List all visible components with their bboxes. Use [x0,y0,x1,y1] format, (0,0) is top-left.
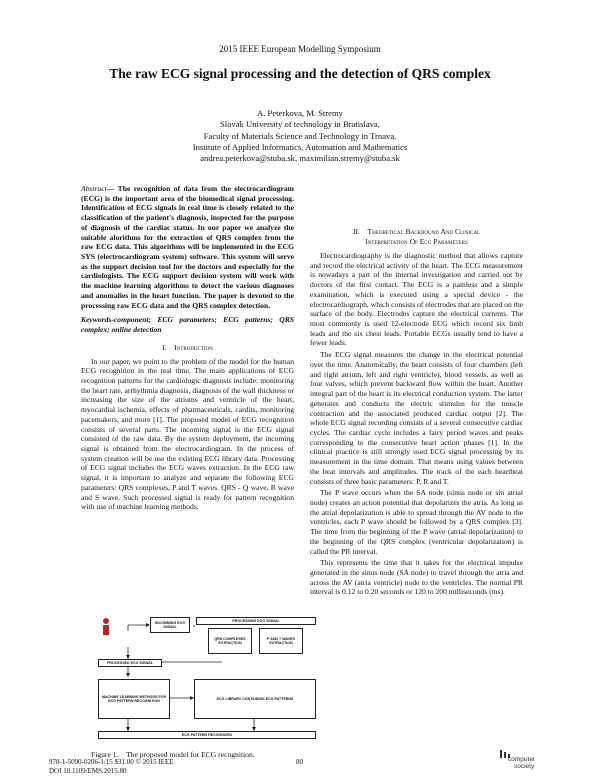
footer-isbn: 978-1-5090-0206-1/15 $31.00 © 2015 IEEE [49,758,174,766]
page-number: 80 [296,758,303,766]
box-pattern-recognized: ECG PATTERN RECOGNIZED [98,731,316,739]
logo-text-computer: computer [508,756,536,763]
section-heading-introduction: I. Introduction [162,342,213,352]
keywords-label: Keywords-component; [81,315,152,325]
author-affiliation-faculty: Faculty of Materials Science and Technology in Trnava, [203,130,397,141]
box-processed-signal: PROCESSED ECG SIGNAL [98,659,162,667]
computer-society-logo [498,748,558,774]
abstract-dash: — [106,184,118,193]
conference-header: 2015 IEEE European Modelling Symposium [219,44,381,54]
section-heading-theory-line1: II. Theoretical Backround And Clinical [352,227,480,236]
abstract-text: The recognition of data from the electrocardiogram (ECG) is the important area of the biomedical signal processing. Identification of ECG signals in real time is closely related to the classification of the patient's diagnosis, inspected for the purpose of diagnosis of the cardiac status. In our paper we analyze the suitable alorithms for the extraction of QRS complex from the raw ECG data. This algorithms will be implemented in the ECG SYS (electrocardiogram system) software. This system will serve as the support decision tool for the doctors and especially for the cardiologists. The ECG support decision system will work with the machine learning algorithms to detect the various diagnoses and anomalies in the heart function. The paper is devoted to the processing raw ECG data and the QRS complex detection. [81,184,295,310]
section-heading-theory [310,227,523,247]
abstract-label: Abstract [81,184,107,193]
keywords [81,315,294,334]
theory-paragraph-2: The ECG signal measures the change in the electrical potential over the time. Anatomically, the heart consists of four chambers (left and right atrium, left and right ventricle), blood vessels, as well as four valves, which prevent backward flow within the heart. Another integral part of the heart is its electrical conduction system. The latter generates and conducts the electric stimulus for the muscle contraction and the associated produced cardiac output [2]. The whole ECG signal recording consists of a several consecutive cardiac cycles. The cardiac cycle includes a fairy period waves and peaks corresponding to the consecutive heart action phases [1]. In the clinical practice is still strongly used ECG signal processing by its measurement in the time domain. That means using values between the beat intervals and amplitudes. The track of the each heartbeat consists of three basic parameters: P, R and T. [310,350,523,486]
footer-left [49,758,174,776]
left-column [81,184,294,512]
author-affiliation-institute: Institute of Applied Informatics, Automation and Mathematics [192,141,408,152]
theory-paragraph-4: This represents the time that it takes for the electrical impulse generated in the sinus node (SA node) to travel through the atria and across the AV (atria ventricle) node to the ventricles. The normal PR interval is 0.12 to 0.20 seconds or 120 to 200 milliseconds (ms). [310,558,523,597]
theory-paragraph-3: The P wave occurs when the SA node (sinus node or sin atrial node) creates an action potential that depolarizes the atria. As long as the atrial depolarization is able to spread through the AV node to the ventricles, each P wave should be followed by a QRS complex [3]. The time from the beginning of the P wave (atrial depolarization) to the beginning of the QRS complex (ventricular depolarization) is called the PR interval. [310,488,523,556]
author-block [0,108,600,164]
box-machine-learning: MACHINE LEARNING METHODS FOR ECG PATTERN RECOGNITION [98,679,170,719]
figure-ecg-model [94,615,320,745]
theory-paragraph-1: Electrocardiography is the diagnostic method that allows capture and record the electrical activity of the heart. The ECG measurement is nowadays a part of the internal investigation and carried out by doctors of the first contact. The ECG is a painless and a simple examination, which is executed using a special device - the electrocardiograph, which consists of electrodes that are placed on the surface of the body. Electrodes capture the electrical currents. The most commonly is used 12-electrode ECG which record six limb leads and the six chest leads. Portable ECGs usually tend to have a fewer leads. [310,251,523,348]
logo-text-society: society [514,762,535,770]
keywords-text: ECG parameters; ECG patterns; QRS complex; online detection [81,315,294,335]
box-pt-extraction: P AND T WAVES EXTRACTION [259,628,303,654]
box-processing-signal: PROCESSING ECG SIGNAL [196,617,316,625]
footer-doi: DOI 10.1109/EMS.2015.80 [49,767,127,775]
author-emails: andrea.peterkova@stuba.sk, maximilian.stremy@stuba.sk [200,153,400,164]
patient-icon [103,618,109,635]
author-names: A. Peterkova, M. Stremy [257,108,343,118]
paper-title: The raw ECG signal processing and the detection of QRS complex [109,66,491,81]
box-qrs-extraction: QRS COMPLEXES EXTRACTION [208,628,252,654]
author-affiliation-university: Slovak University of technology in Bratislava, [220,119,380,130]
section-heading-theory-line2: Interpretation Of Ecg Parameters [365,237,468,246]
intro-paragraph: In our paper, we point to the problem of the model for the human ECG recognition in the real time. The main applications of ECG recognition patterns for the cardiologic diagnosis include: monitoring the heart rate, arrhythmia diagnosis, diagnosis of the wall thickness or increasing the size of the atriums and ventricle of the heart, myocardial ischemia, effects of pharmaceuticals, cardits, monitoring pacemakers, and more [1]. The proposed model of ECG recognition consists of several parts. The incoming signal is the ECG signal consisted of the raw data. By the system deployment, the incoming signal is obtained from the electrocardiogram. In the process of system creation will be use the existing ECG library data. Processing of ECG signal includes the ECG waves extraction. In the ECG raw signal, it is important to analyze and separate the following ECG parameters: QRS complexes, P and T waves. QRS - Q wave, R wave and S wave. Such processed signal is ready for pattern recognition with use of machine learning methods. [81,356,294,512]
right-column [310,227,523,597]
box-ecg-library: ECG LIBRARY CONTAINING ECG PATTERNS [194,679,316,719]
abstract [81,184,294,310]
box-incoming-signal: INCOMMING ECG SIGNAL [150,617,190,633]
figure-caption: Figure 1. The proposed model for ECG recognition. [91,750,255,759]
